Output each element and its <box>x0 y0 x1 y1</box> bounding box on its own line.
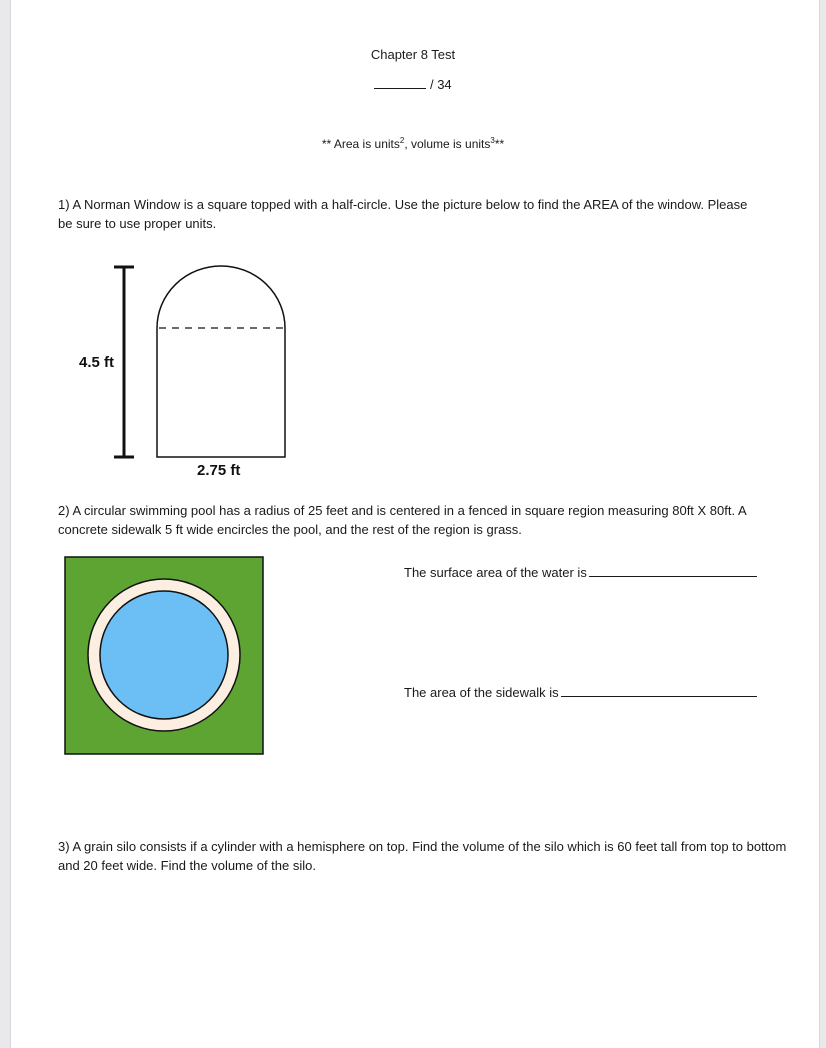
question-3-text: 3) A grain silo consists if a cylinder with a hemisphere on top. Find the volume of the silo which is 60 feet tall from top to bottom and 20 feet wide. Find the volume of the silo. <box>58 839 787 873</box>
test-title: Chapter 8 Test <box>370 47 456 62</box>
score-total: / 34 <box>429 77 452 92</box>
units-note-sup-volume: 3 <box>490 136 495 145</box>
units-note-sup-area: 2 <box>399 136 405 145</box>
sidewalk-area-answer-blank[interactable] <box>561 696 757 697</box>
pool-water <box>100 591 228 719</box>
question-2-text: 2) A circular swimming pool has a radius of 25 feet and is centered in a fenced in square region measuring 80ft X 80ft. A concrete sidewalk 5 ft wide encircles the pool, and the rest of the region is grass. <box>58 503 746 537</box>
sidewalk-area-label: The area of the sidewalk is <box>404 685 559 700</box>
units-note-middle: , volume is units <box>404 137 491 151</box>
water-area-label: The surface area of the water is <box>404 565 587 580</box>
units-note-prefix: ** Area is units <box>321 137 400 151</box>
water-area-answer-blank[interactable] <box>589 576 757 577</box>
water-area-prompt <box>404 563 757 582</box>
width-label: 2.75 ft <box>197 462 241 479</box>
units-note-suffix: ** <box>494 137 505 151</box>
sidewalk-area-prompt <box>404 683 757 702</box>
question-1-text: 1) A Norman Window is a square topped with a half-circle. Use the picture below to find the AREA of the window. Please be sure to use proper units. <box>58 197 748 231</box>
height-label: 4.5 ft <box>79 354 115 371</box>
